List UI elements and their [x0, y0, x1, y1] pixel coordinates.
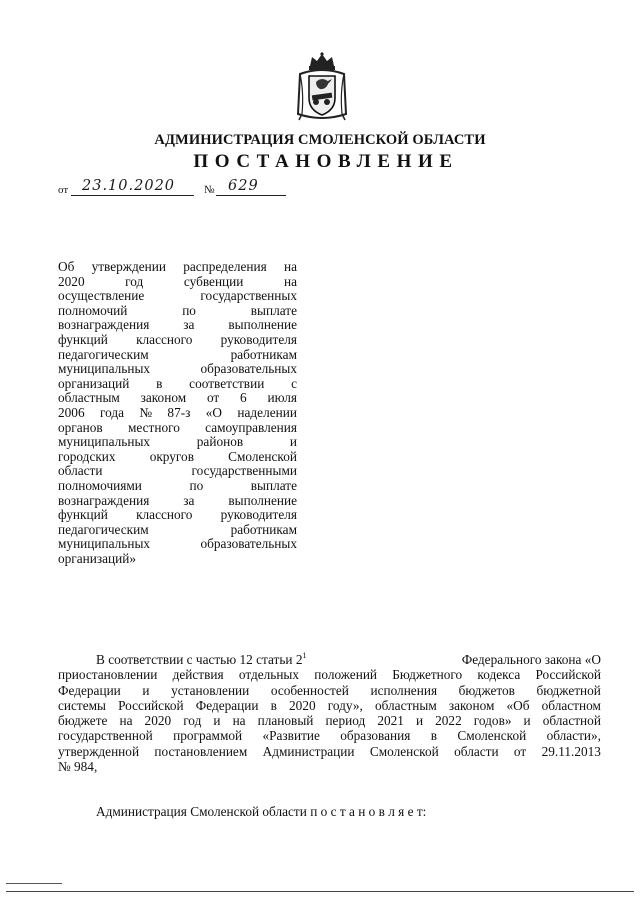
title-line: Об утверждении распределения на: [58, 259, 297, 274]
footer-short-rule: [6, 883, 62, 884]
preamble-last-line: № 984,: [58, 759, 98, 775]
date-underline: [71, 195, 194, 196]
preamble-paragraph: [58, 652, 601, 774]
title-line: полномочий по выплате: [58, 302, 297, 318]
title-line: функций классного руководителя: [58, 331, 297, 347]
handwritten-number: 629: [228, 178, 259, 194]
title-line: органов местного самоуправления: [58, 419, 297, 435]
preamble-line: приостановлении действия отдельных положений Бюджетного кодекса Российской: [58, 667, 601, 683]
title-line: осуществление государственных: [58, 288, 297, 304]
resolves-subject: Администрация Смоленской области: [96, 804, 307, 819]
number-underline: [216, 195, 286, 196]
footer-rule: [6, 891, 634, 892]
date-from-label: от: [58, 184, 69, 196]
preamble-first-line-text: В соответствии с частью 12 статьи $2^1$: [96, 651, 307, 667]
title-line: организаций в соответствии с: [58, 375, 297, 391]
document-type-heading: ПОСТАНОВЛЕНИЕ: [193, 151, 459, 172]
authority-title: АДМИНИСТРАЦИЯ СМОЛЕНСКОЙ ОБЛАСТИ: [154, 132, 486, 148]
coat-of-arms-emblem: [296, 52, 348, 122]
smolensk-coat-of-arms-icon: [296, 52, 348, 122]
title-line: городских округов Смоленской: [58, 448, 297, 464]
title-line: 2020 год субвенции на: [58, 273, 297, 289]
preamble-lines: [58, 667, 601, 759]
title-line: вознаграждения за выполнение: [58, 317, 297, 333]
title-line: полномочиями по выплате: [58, 477, 297, 493]
title-line: педагогическим работникам: [58, 346, 297, 362]
title-line: вознаграждения за выполнение: [58, 492, 297, 508]
title-line: муниципальных районов и: [58, 434, 297, 450]
superscript: 1: [302, 651, 307, 660]
resolves-verb: п о с т а н о в л я е т:: [310, 804, 427, 819]
title-line: муниципальных образовательных: [58, 361, 297, 377]
title-line: организаций»: [58, 550, 137, 566]
title-line: муниципальных образовательных: [58, 536, 297, 552]
preamble-line: Федерации и установлении особенностей исполнения бюджетов бюджетной: [58, 682, 601, 698]
title-line: области государственными: [58, 463, 297, 479]
preamble-line: системы Российской Федерации в 2020 году», областным законом «Об областном: [58, 697, 601, 713]
resolves-line: [96, 804, 426, 820]
title-line: 2006 года № 87-з «О наделении: [58, 404, 297, 420]
title-line: областным законом от 6 июля: [58, 390, 297, 406]
preamble-line: государственной программой «Развитие образования в Смоленской области»,: [58, 728, 601, 744]
preamble-line: утвержденной постановлением Администрации Смоленской области от 29.11.2013: [58, 743, 601, 759]
resolution-title-block: [58, 260, 297, 566]
title-line: функций классного руководителя: [58, 507, 297, 523]
preamble-line: бюджете на 2020 год и на плановый период 2021 и 2022 годов» и областной: [58, 713, 601, 729]
handwritten-date: 23.10.2020: [82, 178, 176, 194]
number-label: №: [204, 184, 215, 196]
title-line: педагогическим работникам: [58, 521, 297, 537]
date-number-line: [58, 178, 298, 201]
preamble-first-line-end: Федерального закона «О: [461, 652, 601, 667]
preamble-first-line: [58, 652, 601, 667]
